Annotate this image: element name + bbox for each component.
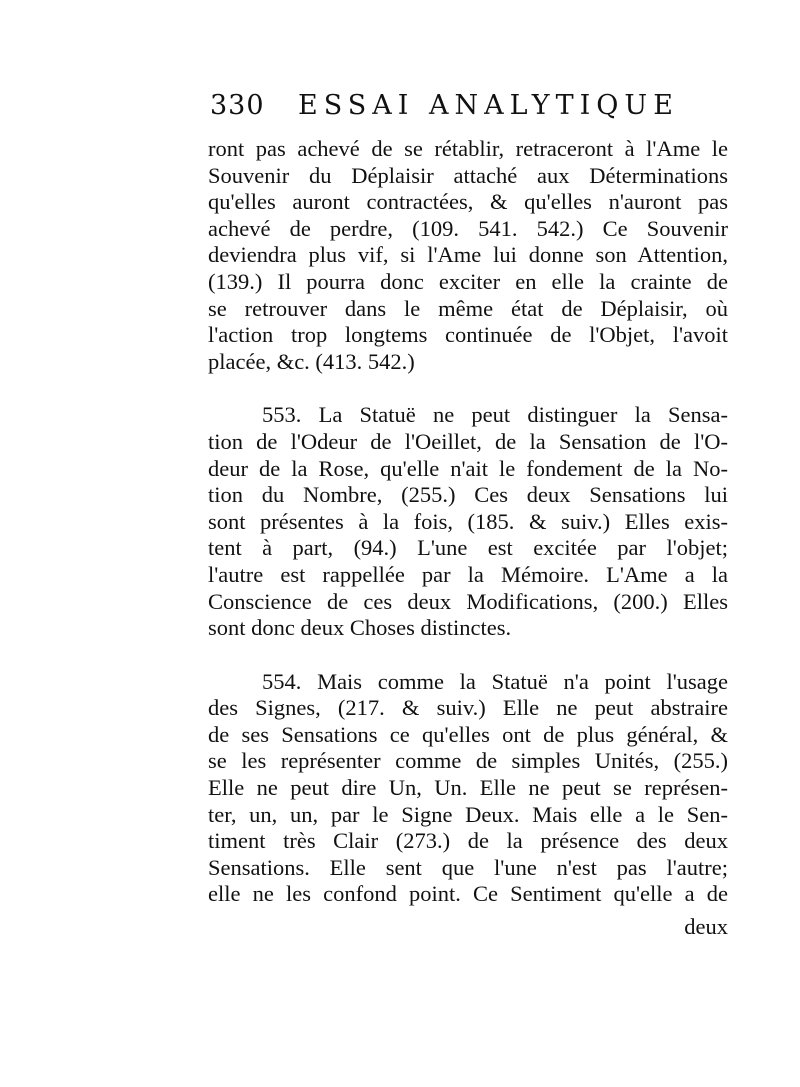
text-line: deur de la Rose, qu'elle n'ait le fondement de la No-: [208, 455, 728, 481]
page-header: [210, 86, 730, 130]
text-line: (139.) Il pourra donc exciter en elle la crainte de: [208, 268, 728, 294]
paragraph-gap: [208, 375, 728, 402]
text-line: se retrouver dans le même état de Déplaisir, où: [208, 295, 728, 321]
text-line: se les représenter comme de simples Unités, (255.): [208, 748, 728, 774]
text-line: timent très Clair (273.) de la présence des deux: [208, 828, 728, 854]
text-line: de ses Sensations ce qu'elles ont de plus général, &: [208, 721, 728, 747]
text-line: ront pas achevé de se rétablir, retraceront à l'Ame le: [208, 136, 728, 161]
text-line: Conscience de ces deux Modifications, (200.) Elles: [208, 588, 728, 614]
catchword: deux: [684, 914, 728, 939]
text-line: ter, un, un, par le Signe Deux. Mais elle a le Sen-: [208, 801, 728, 827]
text-line: Souvenir du Déplaisir attaché aux Déterminations: [208, 162, 728, 188]
text-line: elle ne les confond point. Ce Sentiment qu'elle a de: [208, 881, 728, 907]
text-line: deviendra plus vif, si l'Ame lui donne son Attention,: [208, 242, 728, 268]
text-line: qu'elles auront contractées, & qu'elles n'auront pas: [208, 189, 728, 215]
text-line: tion de l'Odeur de l'Oeillet, de la Sensation de l'O-: [208, 428, 728, 454]
page-number: 330: [210, 90, 265, 121]
text-line: tion du Nombre, (255.) Ces deux Sensations lui: [208, 482, 728, 508]
paragraph-continuation: [208, 136, 728, 375]
text-line: sont donc deux Choses distinctes.: [208, 615, 512, 641]
text-line: tent à part, (94.) L'une est excitée par l'objet;: [208, 535, 728, 561]
text-line: l'action trop longtems continuée de l'Objet, l'avoit: [208, 322, 728, 348]
running-head: ESSAI ANALYTIQUE: [298, 90, 679, 121]
paragraph-gap: [208, 642, 728, 669]
text-line: Elle ne peut dire Un, Un. Elle ne peut se représen-: [208, 775, 728, 801]
text-line: l'autre est rappellée par la Mémoire. L'Ame a la: [208, 561, 728, 587]
paragraph-554: [208, 669, 728, 908]
paragraph-553: [208, 402, 728, 641]
text-line: sont présentes à la fois, (185. & suiv.) Elles exis-: [208, 508, 728, 534]
text-line: achevé de perdre, (109. 541. 542.) Ce Souvenir: [208, 215, 728, 241]
text-line: des Signes, (217. & suiv.) Elle ne peut abstraire: [208, 695, 728, 721]
text-line: Sensations. Elle sent que l'une n'est pas l'autre;: [208, 854, 728, 880]
text-line: 553. La Statuë ne peut distinguer la Sensa-: [262, 402, 728, 428]
body-text: [208, 136, 728, 908]
text-line: placée, &c. (413. 542.): [208, 348, 415, 374]
text-line: 554. Mais comme la Statuë n'a point l'usage: [262, 668, 728, 694]
